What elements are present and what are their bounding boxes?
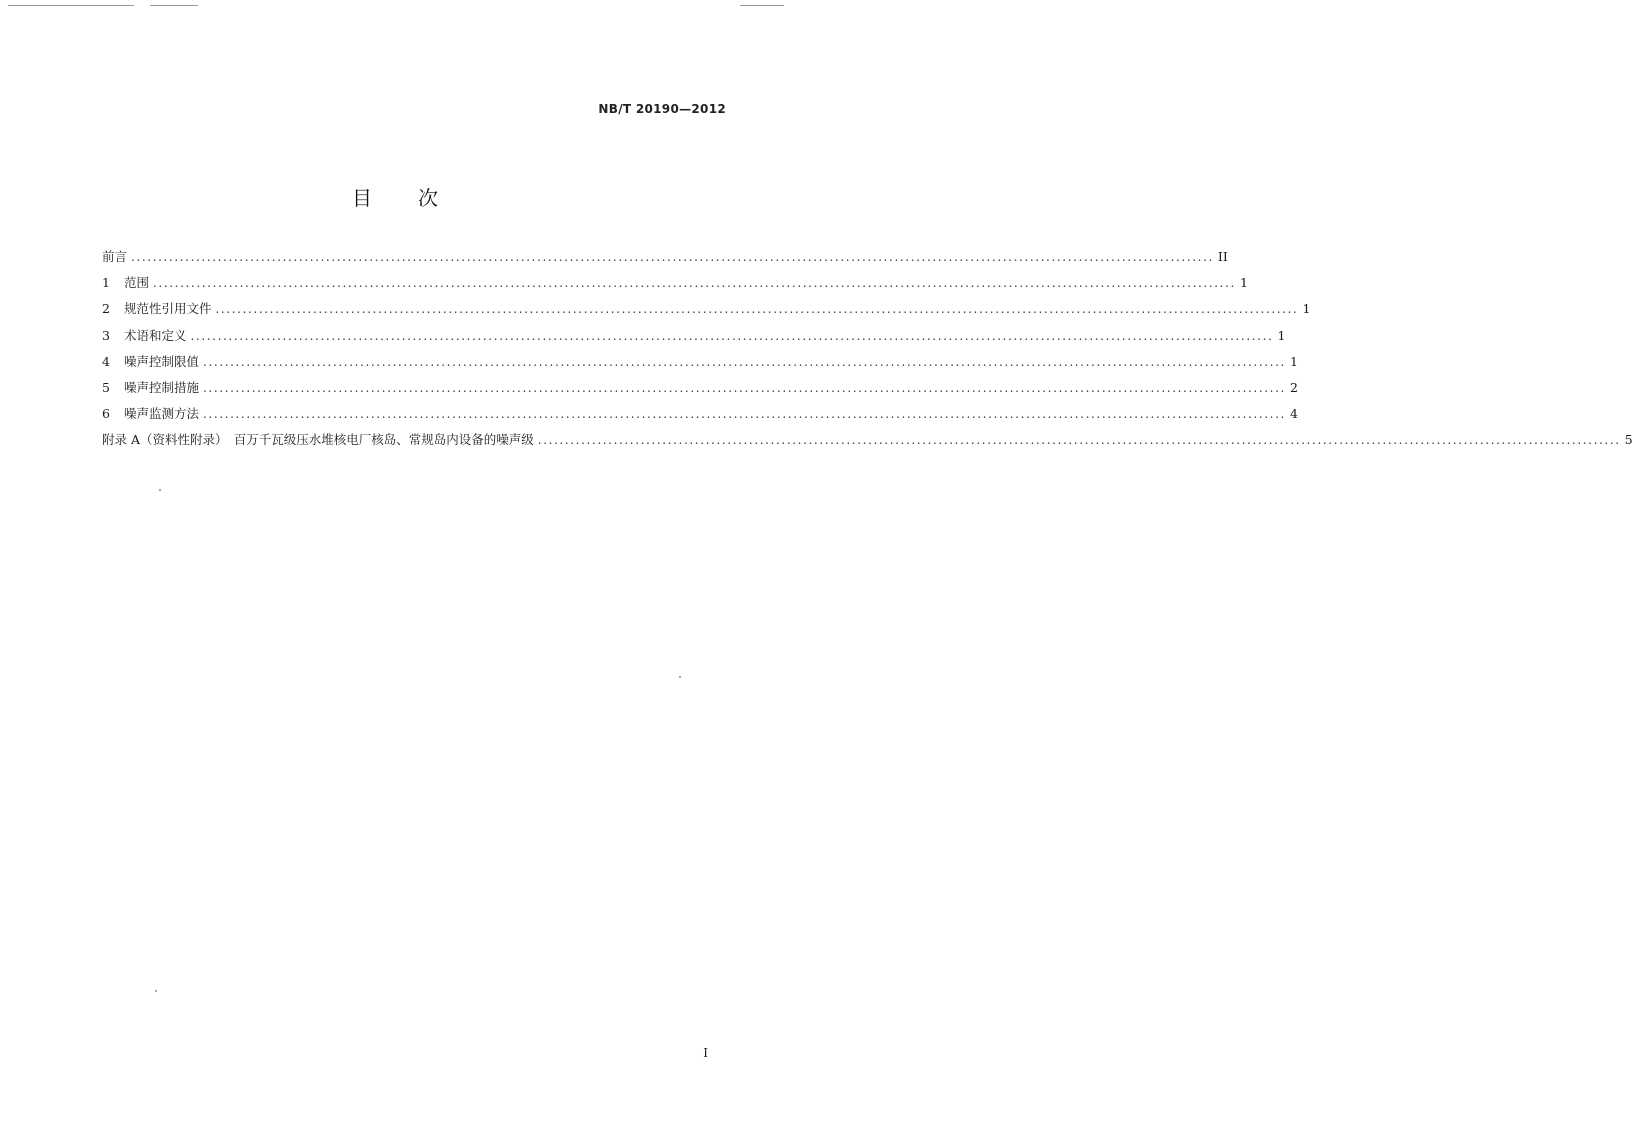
- toc-entry[interactable]: [102, 430, 1633, 456]
- toc-entry-label: 术语和定义: [124, 327, 187, 343]
- scan-line: [740, 5, 784, 6]
- toc-entry-page: 2: [1289, 379, 1298, 395]
- dot-leader: ........................................................................................................................................................................................................: [203, 380, 1286, 395]
- toc-entry-page: 4: [1289, 406, 1298, 422]
- toc-entry-page: II: [1217, 249, 1228, 264]
- toc-entry-label: 规范性引用文件: [124, 301, 212, 317]
- scan-line: [150, 5, 198, 6]
- toc-entry-label: 附录 A（资料性附录） 百万千瓦级压水堆核电厂核岛、常规岛内设备的噪声级: [102, 432, 534, 448]
- toc-entry[interactable]: [102, 326, 1286, 352]
- scan-speck: [159, 489, 161, 491]
- toc-entry-label: 噪声控制措施: [124, 379, 200, 395]
- dot-leader: ........................................................................................................................................................................................................: [190, 328, 1274, 343]
- toc-entry-number: 2: [102, 301, 110, 317]
- dot-leader: ........................................................................................................................................................................................................: [537, 433, 1621, 448]
- toc-entry-number: 4: [102, 353, 110, 369]
- toc-entry[interactable]: [102, 247, 1228, 273]
- toc-entry[interactable]: [102, 273, 1248, 299]
- toc-title-char: 目: [352, 186, 374, 210]
- standard-number: NB/T 20190—2012: [598, 102, 726, 116]
- scan-speck: [155, 990, 157, 992]
- toc-entry-page: 5: [1624, 432, 1633, 448]
- toc-entry-number: 6: [102, 406, 110, 422]
- page-number: I: [703, 1046, 708, 1060]
- dot-leader: ........................................................................................................................................................................................................: [215, 302, 1299, 317]
- toc-entry-label: 噪声监测方法: [124, 406, 200, 422]
- dot-leader: ........................................................................................................................................................................................................: [203, 407, 1286, 422]
- dot-leader: ........................................................................................................................................................................................................: [153, 276, 1236, 291]
- toc-entry-page: 1: [1289, 353, 1298, 369]
- toc-entry[interactable]: [102, 378, 1298, 404]
- toc-title-char: 次: [418, 186, 440, 210]
- toc-entry-number: 3: [102, 327, 110, 343]
- toc-entry-number: 1: [102, 275, 110, 291]
- toc-entry-page: 1: [1239, 275, 1248, 291]
- dot-leader: ........................................................................................................................................................................................................: [131, 250, 1214, 264]
- scan-speck: [679, 676, 681, 678]
- scan-line: [8, 5, 134, 6]
- toc-entry-label: 噪声控制限值: [124, 353, 200, 369]
- toc-entry[interactable]: [102, 352, 1298, 378]
- toc-title: [0, 182, 792, 211]
- dot-leader: ........................................................................................................................................................................................................: [203, 354, 1286, 369]
- toc-entry-page: 1: [1302, 301, 1311, 317]
- table-of-contents: [102, 247, 1633, 457]
- toc-entry-page: 1: [1277, 327, 1286, 343]
- toc-entry-label: 前言: [102, 249, 128, 264]
- toc-entry[interactable]: [102, 299, 1311, 325]
- toc-entry-label: 范围: [124, 275, 150, 291]
- toc-entry[interactable]: [102, 404, 1298, 430]
- toc-entry-number: 5: [102, 379, 110, 395]
